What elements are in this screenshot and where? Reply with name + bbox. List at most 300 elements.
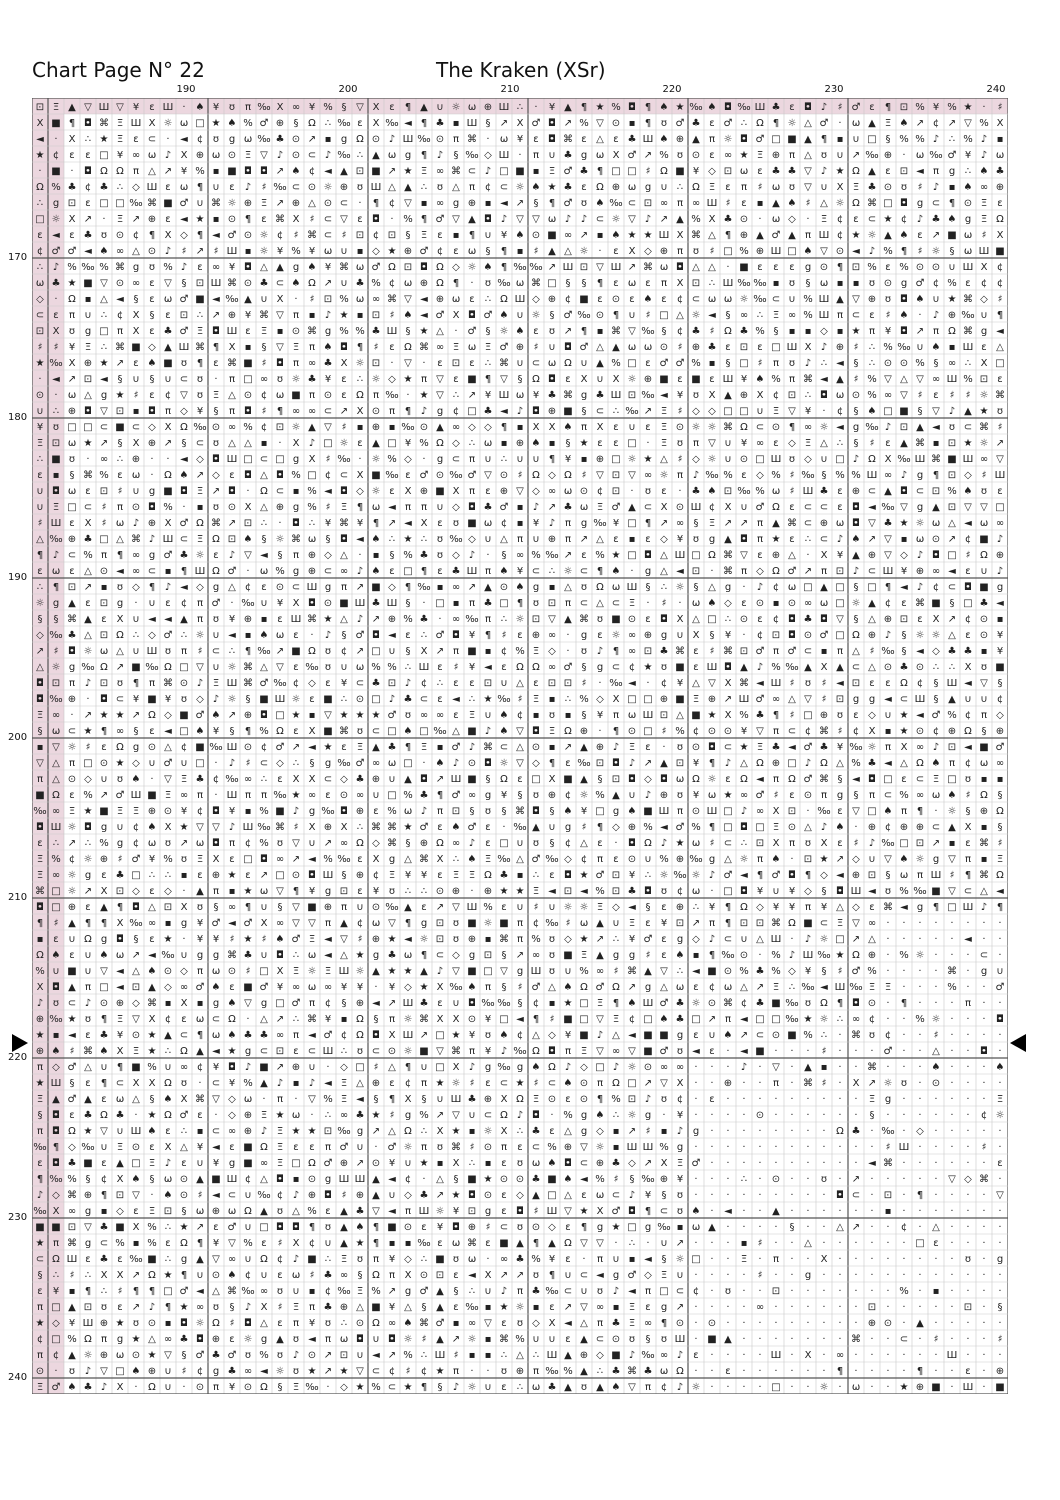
- stitch-symbol: ∞: [180, 1062, 188, 1073]
- stitch-symbol: X: [117, 1046, 124, 1057]
- stitch-symbol: g: [261, 1334, 267, 1345]
- stitch-symbol: ▪: [485, 1302, 492, 1313]
- stitch-symbol: ·: [918, 1174, 921, 1185]
- stitch-symbol: ☼: [708, 454, 717, 465]
- stitch-symbol: ▪: [485, 1350, 492, 1361]
- stitch-symbol: ¥: [325, 374, 331, 385]
- stitch-symbol: ‰: [81, 662, 94, 673]
- stitch-symbol: ·: [790, 1366, 793, 1377]
- stitch-symbol: ◘: [564, 870, 572, 881]
- stitch-symbol: ¢: [837, 406, 843, 417]
- stitch-symbol: ♣: [196, 774, 205, 785]
- stitch-symbol: □: [435, 1062, 444, 1073]
- stitch-symbol: ε: [421, 1222, 426, 1233]
- stitch-symbol: ☼: [836, 198, 845, 209]
- stitch-symbol: %: [899, 1286, 909, 1297]
- stitch-symbol: ¶: [469, 230, 475, 241]
- stitch-symbol: □: [723, 406, 732, 417]
- stitch-symbol: ◄: [740, 870, 748, 881]
- stitch-symbol: Ξ: [629, 742, 635, 753]
- stitch-symbol: ☼: [820, 934, 829, 945]
- stitch-symbol: ⌘: [467, 134, 477, 145]
- stitch-symbol: ⊡: [756, 918, 764, 929]
- stitch-symbol: ʊ: [533, 790, 539, 801]
- stitch-symbol: ∪: [356, 1142, 363, 1153]
- stitch-symbol: ↗: [100, 790, 108, 801]
- stitch-symbol: π: [165, 406, 171, 417]
- stitch-symbol: ⌘: [275, 822, 285, 833]
- stitch-symbol: ·: [934, 918, 937, 929]
- stitch-symbol: Ω: [756, 118, 764, 129]
- stitch-symbol: ♯: [326, 502, 331, 513]
- stitch-symbol: ■: [163, 486, 172, 497]
- stitch-symbol: ▽: [980, 678, 988, 689]
- stitch-symbol: ▲: [436, 1334, 444, 1345]
- stitch-symbol: ʊ: [325, 1222, 331, 1233]
- stitch-symbol: ·: [902, 966, 905, 977]
- stitch-symbol: ▪: [933, 438, 940, 449]
- stitch-symbol: □: [259, 1222, 268, 1233]
- stitch-symbol: ¢: [773, 582, 779, 593]
- stitch-symbol: ■: [131, 1062, 140, 1073]
- stitch-symbol: ◇: [132, 886, 140, 897]
- stitch-symbol: Ω: [276, 726, 284, 737]
- stitch-symbol: ∴: [37, 582, 43, 593]
- stitch-symbol: ⊙: [724, 726, 732, 737]
- stitch-symbol: ·: [918, 310, 921, 321]
- stitch-symbol: ε: [149, 726, 154, 737]
- stitch-symbol: ·: [774, 1046, 777, 1057]
- stitch-symbol: ◄: [708, 310, 716, 321]
- stitch-symbol: ω: [196, 1014, 204, 1025]
- stitch-symbol: ⊕: [692, 342, 700, 353]
- stitch-symbol: ¢: [805, 726, 811, 737]
- stitch-symbol: ▽: [212, 1094, 220, 1105]
- stitch-symbol: π: [325, 918, 331, 929]
- stitch-symbol: ★: [900, 726, 909, 737]
- stitch-symbol: Ш: [51, 518, 62, 529]
- stitch-symbol: ↗: [356, 646, 364, 657]
- stitch-symbol: ♂: [996, 742, 1005, 753]
- stitch-symbol: g: [917, 902, 923, 913]
- stitch-symbol: ■: [563, 774, 572, 785]
- stitch-symbol: π: [197, 790, 203, 801]
- stitch-symbol: X: [277, 966, 284, 977]
- stitch-symbol: ɛ: [389, 566, 394, 577]
- stitch-symbol: ‰: [497, 998, 510, 1009]
- stitch-symbol: ·: [982, 1062, 985, 1073]
- stitch-symbol: ⌘: [451, 1046, 461, 1057]
- stitch-symbol: ☼: [580, 246, 589, 257]
- stitch-symbol: ♂: [932, 710, 941, 721]
- stitch-symbol: ‰: [849, 982, 862, 993]
- stitch-symbol: ⊂: [132, 422, 140, 433]
- stitch-symbol: ■: [51, 454, 60, 465]
- stitch-symbol: ·: [934, 1142, 937, 1153]
- stitch-symbol: ▽: [660, 1078, 668, 1089]
- stitch-symbol: ·: [902, 1126, 905, 1137]
- stitch-symbol: ▲: [340, 1238, 348, 1249]
- stitch-symbol: X: [661, 1158, 668, 1169]
- stitch-symbol: g: [421, 918, 427, 929]
- stitch-symbol: ◄: [900, 902, 908, 913]
- stitch-symbol: X: [261, 1302, 268, 1313]
- stitch-symbol: ·: [726, 1382, 729, 1393]
- stitch-symbol: ∴: [869, 358, 875, 369]
- stitch-symbol: ¶: [709, 822, 715, 833]
- stitch-symbol: ■: [467, 1174, 476, 1185]
- stitch-symbol: ·: [326, 1382, 329, 1393]
- stitch-symbol: ◄: [484, 662, 492, 673]
- stitch-symbol: π: [309, 1302, 315, 1313]
- stitch-symbol: ♪: [597, 646, 603, 657]
- stitch-symbol: ∪: [484, 1382, 491, 1393]
- stitch-symbol: ⊡: [948, 742, 956, 753]
- stitch-symbol: ε: [437, 1238, 442, 1249]
- stitch-symbol: ε: [53, 310, 58, 321]
- stitch-symbol: ʊ: [181, 1078, 187, 1089]
- stitch-symbol: ⊂: [148, 566, 156, 577]
- stitch-symbol: ♪: [645, 1094, 651, 1105]
- stitch-symbol: π: [421, 1078, 427, 1089]
- stitch-symbol: §: [406, 230, 411, 241]
- stitch-symbol: g: [581, 1110, 587, 1121]
- stitch-symbol: Ω: [500, 294, 508, 305]
- stitch-symbol: ♣: [308, 374, 317, 385]
- stitch-symbol: ¶: [421, 118, 427, 129]
- stitch-symbol: ◄: [324, 934, 332, 945]
- stitch-symbol: ¶: [789, 422, 795, 433]
- stitch-symbol: □: [835, 598, 844, 609]
- stitch-symbol: ⊡: [340, 886, 348, 897]
- stitch-symbol: ▪: [245, 806, 252, 817]
- stitch-symbol: g: [149, 486, 155, 497]
- stitch-symbol: ¥: [197, 406, 203, 417]
- stitch-symbol: ♪: [197, 678, 203, 689]
- stitch-symbol: ◄: [164, 614, 172, 625]
- stitch-symbol: ∴: [501, 614, 507, 625]
- stitch-symbol: ·: [982, 1350, 985, 1361]
- stitch-symbol: ⊡: [196, 278, 204, 289]
- stitch-symbol: ⊕: [996, 550, 1004, 561]
- stitch-symbol: ⊂: [804, 646, 812, 657]
- stitch-symbol: §: [582, 662, 587, 673]
- stitch-symbol: ♪: [277, 150, 283, 161]
- stitch-symbol: ‰: [897, 454, 910, 465]
- stitch-symbol: ↗: [852, 1222, 860, 1233]
- stitch-symbol: △: [388, 1126, 396, 1137]
- stitch-symbol: ‰: [545, 550, 558, 561]
- stitch-symbol: ·: [822, 1366, 825, 1377]
- stitch-symbol: π: [37, 1126, 43, 1137]
- stitch-symbol: ♯: [518, 470, 523, 481]
- stitch-symbol: ★: [180, 1222, 189, 1233]
- stitch-symbol: ♠: [100, 246, 109, 257]
- stitch-symbol: ♂: [356, 758, 365, 769]
- stitch-symbol: ▲: [916, 422, 924, 433]
- stitch-symbol: Ξ: [421, 230, 427, 241]
- stitch-symbol: Ω: [164, 662, 172, 673]
- stitch-symbol: ★: [340, 310, 349, 321]
- stitch-symbol: ★: [740, 742, 749, 753]
- stitch-symbol: ∴: [453, 390, 459, 401]
- stitch-symbol: ∴: [469, 694, 475, 705]
- stitch-symbol: ⊙: [788, 822, 796, 833]
- stitch-symbol: π: [453, 1366, 459, 1377]
- stitch-symbol: ♯: [278, 1302, 283, 1313]
- stitch-symbol: ■: [659, 1030, 668, 1041]
- stitch-symbol: Ξ: [165, 790, 171, 801]
- stitch-symbol: ¥: [165, 694, 171, 705]
- stitch-symbol: ◇: [996, 710, 1004, 721]
- stitch-symbol: ⊕: [948, 310, 956, 321]
- stitch-symbol: ¥: [309, 886, 315, 897]
- stitch-symbol: ·: [710, 1110, 713, 1121]
- stitch-symbol: ·: [758, 1366, 761, 1377]
- stitch-symbol: ·: [886, 1270, 889, 1281]
- stitch-symbol: ‰: [337, 1126, 350, 1137]
- stitch-symbol: ε: [997, 1158, 1002, 1169]
- stitch-symbol: ♪: [869, 838, 875, 849]
- stitch-symbol: ⊕: [148, 214, 156, 225]
- stitch-symbol: ω: [644, 342, 652, 353]
- stitch-symbol: ¢: [885, 822, 891, 833]
- stitch-symbol: □: [99, 534, 108, 545]
- stitch-symbol: Ш: [419, 662, 430, 673]
- stitch-symbol: %: [403, 550, 413, 561]
- stitch-symbol: ·: [438, 614, 441, 625]
- stitch-symbol: ◇: [756, 470, 764, 481]
- stitch-symbol: ♂: [804, 774, 813, 785]
- stitch-symbol: §: [454, 1174, 459, 1185]
- stitch-symbol: ★: [484, 1174, 493, 1185]
- stitch-symbol: π: [293, 358, 299, 369]
- stitch-symbol: ⊕: [996, 182, 1004, 193]
- stitch-symbol: ¥: [389, 1158, 395, 1169]
- stitch-symbol: Ш: [643, 710, 654, 721]
- stitch-symbol: ☼: [324, 182, 333, 193]
- stitch-symbol: Ξ: [709, 518, 715, 529]
- stitch-symbol: Ξ: [533, 694, 539, 705]
- stitch-symbol: ◇: [548, 646, 556, 657]
- stitch-symbol: ω: [356, 294, 364, 305]
- stitch-symbol: ω: [532, 1158, 540, 1169]
- stitch-symbol: ¢: [741, 998, 747, 1009]
- stitch-symbol: ¢: [869, 1014, 875, 1025]
- stitch-symbol: ▲: [404, 774, 412, 785]
- stitch-symbol: Ξ: [613, 1014, 619, 1025]
- stitch-symbol: ♯: [406, 1366, 411, 1377]
- stitch-symbol: Ш: [131, 790, 142, 801]
- stitch-symbol: ♯: [790, 470, 795, 481]
- stitch-symbol: Ш: [403, 1030, 414, 1041]
- stitch-symbol: ◇: [340, 1062, 348, 1073]
- row-number: 200: [8, 732, 27, 744]
- stitch-symbol: □: [659, 310, 668, 321]
- stitch-symbol: ☼: [372, 454, 381, 465]
- stitch-symbol: ◘: [372, 1030, 380, 1041]
- stitch-symbol: ∞: [468, 1318, 476, 1329]
- stitch-symbol: ⊕: [276, 118, 284, 129]
- stitch-symbol: ·: [854, 1158, 857, 1169]
- stitch-symbol: △: [180, 1142, 188, 1153]
- stitch-symbol: ♯: [710, 326, 715, 337]
- stitch-symbol: ↗: [68, 374, 76, 385]
- stitch-symbol: ◄: [324, 486, 332, 497]
- stitch-symbol: %: [611, 358, 621, 369]
- stitch-symbol: ◘: [244, 470, 252, 481]
- stitch-symbol: ◇: [532, 294, 540, 305]
- stitch-symbol: ☼: [676, 1254, 685, 1265]
- stitch-symbol: ¶: [85, 1286, 91, 1297]
- stitch-symbol: ⊙: [180, 1174, 188, 1185]
- stitch-symbol: %: [915, 358, 925, 369]
- stitch-symbol: ⊡: [660, 710, 668, 721]
- stitch-symbol: Ξ: [661, 406, 667, 417]
- stitch-symbol: ¥: [933, 102, 939, 113]
- stitch-symbol: ʊ: [181, 694, 187, 705]
- stitch-symbol: ↗: [644, 1158, 652, 1169]
- stitch-symbol: □: [435, 598, 444, 609]
- stitch-symbol: ·: [934, 1206, 937, 1217]
- stitch-symbol: ↗: [868, 534, 876, 545]
- stitch-symbol: ⊂: [900, 1334, 908, 1345]
- stitch-symbol: ■: [387, 1222, 396, 1233]
- stitch-symbol: ◘: [276, 358, 284, 369]
- stitch-symbol: ω: [852, 1382, 860, 1393]
- stitch-symbol: ▪: [261, 614, 268, 625]
- stitch-symbol: ∞: [468, 790, 476, 801]
- stitch-symbol: ♂: [500, 502, 509, 513]
- stitch-symbol: Ш: [915, 694, 926, 705]
- stitch-symbol: ¢: [517, 710, 523, 721]
- stitch-symbol: ◘: [324, 1190, 332, 1201]
- stitch-symbol: ⊙: [708, 998, 716, 1009]
- stitch-symbol: ⊡: [484, 950, 492, 961]
- stitch-symbol: ♠: [164, 1094, 173, 1105]
- stitch-symbol: ·: [886, 1062, 889, 1073]
- stitch-symbol: ▲: [884, 486, 892, 497]
- stitch-symbol: ¶: [181, 1270, 187, 1281]
- stitch-symbol: ▽: [260, 150, 268, 161]
- stitch-symbol: ⊙: [356, 1318, 364, 1329]
- stitch-symbol: ◘: [740, 886, 748, 897]
- stitch-symbol: ∴: [741, 1174, 747, 1185]
- stitch-symbol: ¶: [101, 726, 107, 737]
- stitch-symbol: ω: [532, 1382, 540, 1393]
- stitch-symbol: π: [565, 518, 571, 529]
- stitch-symbol: Ξ: [629, 1318, 635, 1329]
- stitch-symbol: ★: [100, 358, 109, 369]
- stitch-symbol: π: [485, 982, 491, 993]
- stitch-symbol: Ω: [740, 422, 748, 433]
- stitch-symbol: ⌘: [227, 950, 237, 961]
- stitch-symbol: ♪: [645, 214, 651, 225]
- stitch-symbol: ▲: [772, 198, 780, 209]
- stitch-symbol: ♣: [324, 1270, 333, 1281]
- stitch-symbol: ·: [742, 1206, 745, 1217]
- stitch-symbol: ↗: [932, 838, 940, 849]
- stitch-symbol: ■: [659, 374, 668, 385]
- stitch-symbol: ▲: [548, 246, 556, 257]
- stitch-symbol: ·: [726, 1174, 729, 1185]
- stitch-symbol: X: [245, 502, 252, 513]
- stitch-symbol: ·: [758, 1286, 761, 1297]
- stitch-symbol: ɛ: [325, 790, 330, 801]
- stitch-symbol: ∴: [421, 182, 427, 193]
- stitch-symbol: ε: [757, 550, 762, 561]
- stitch-symbol: ▲: [868, 118, 876, 129]
- stitch-symbol: ¶: [389, 1094, 395, 1105]
- stitch-symbol: ♣: [500, 870, 509, 881]
- stitch-symbol: ω: [484, 438, 492, 449]
- stitch-symbol: ⊙: [932, 1078, 940, 1089]
- stitch-symbol: ◇: [900, 550, 908, 561]
- stitch-symbol: ♯: [342, 230, 347, 241]
- stitch-symbol: ◘: [116, 934, 124, 945]
- stitch-symbol: ⊙: [372, 134, 380, 145]
- stitch-symbol: ʊ: [69, 1366, 75, 1377]
- stitch-symbol: %: [387, 662, 397, 673]
- stitch-symbol: %: [675, 726, 685, 737]
- stitch-symbol: ◇: [532, 1318, 540, 1329]
- stitch-symbol: ⊡: [756, 838, 764, 849]
- stitch-symbol: g: [293, 454, 299, 465]
- stitch-symbol: ♪: [885, 630, 891, 641]
- stitch-symbol: ⊂: [148, 134, 156, 145]
- stitch-symbol: §: [870, 1110, 875, 1121]
- stitch-symbol: %: [771, 374, 781, 385]
- stitch-symbol: ⊂: [724, 742, 732, 753]
- stitch-symbol: X: [437, 854, 444, 865]
- stitch-symbol: ■: [243, 1142, 252, 1153]
- stitch-symbol: ·: [374, 1142, 377, 1153]
- stitch-symbol: ■: [947, 454, 956, 465]
- stitch-symbol: ♪: [245, 1062, 251, 1073]
- stitch-symbol: ♪: [677, 1382, 683, 1393]
- stitch-symbol: ω: [276, 390, 284, 401]
- stitch-symbol: ♯: [646, 1126, 651, 1137]
- stitch-symbol: ▪: [613, 1126, 620, 1137]
- stitch-symbol: ¥: [997, 630, 1003, 641]
- stitch-symbol: X: [981, 262, 988, 273]
- stitch-symbol: ▲: [564, 614, 572, 625]
- stitch-symbol: ▽: [324, 422, 332, 433]
- stitch-symbol: ¢: [293, 678, 299, 689]
- stitch-symbol: ω: [580, 918, 588, 929]
- stitch-symbol: ▲: [468, 214, 476, 225]
- stitch-symbol: ♯: [758, 358, 763, 369]
- stitch-symbol: ⊙: [596, 310, 604, 321]
- stitch-symbol: ¢: [197, 134, 203, 145]
- stitch-symbol: Ш: [67, 1254, 78, 1265]
- stitch-symbol: ¥: [181, 166, 187, 177]
- stitch-symbol: ♣: [932, 214, 941, 225]
- stitch-symbol: ◇: [724, 598, 732, 609]
- stitch-symbol: ɛ: [549, 870, 554, 881]
- stitch-symbol: ¶: [421, 950, 427, 961]
- stitch-symbol: Ш: [227, 678, 238, 689]
- stitch-symbol: ¢: [213, 774, 219, 785]
- stitch-symbol: ♯: [422, 1334, 427, 1345]
- stitch-symbol: ★: [356, 950, 365, 961]
- stitch-symbol: ♯: [86, 742, 91, 753]
- stitch-symbol: □: [643, 1014, 652, 1025]
- stitch-symbol: ▲: [164, 1030, 172, 1041]
- stitch-symbol: △: [292, 1206, 300, 1217]
- stitch-symbol: ◄: [388, 630, 396, 641]
- stitch-symbol: ▪: [469, 1350, 476, 1361]
